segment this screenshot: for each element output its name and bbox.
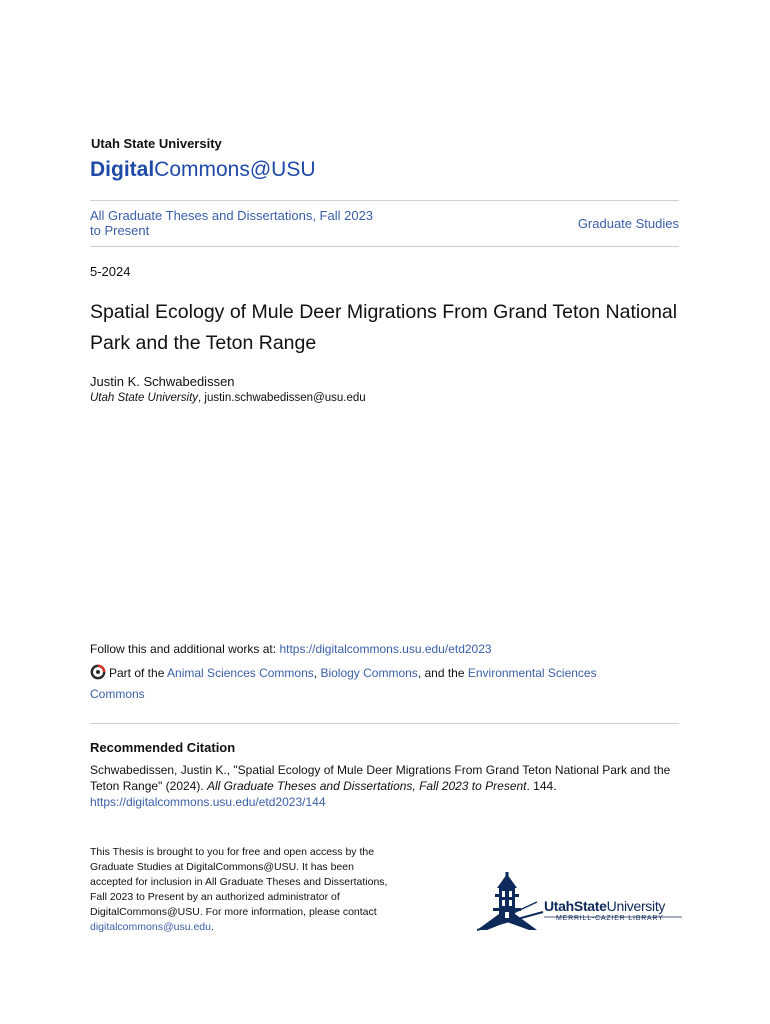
logo-wordmark-bold: UtahState — [544, 898, 607, 914]
publication-date: 5-2024 — [90, 264, 131, 279]
logo-wordmark-light: University — [606, 898, 666, 914]
logo-wordmark — [544, 898, 665, 914]
part-of-line — [90, 663, 650, 705]
access-notice — [90, 845, 390, 935]
logo-subtitle: MERRILL-CAZIER LIBRARY — [556, 915, 664, 922]
citation-heading: Recommended Citation — [90, 740, 236, 755]
citation-part-1: Schwabedissen, Justin K., "Spatial Ecology of Mule Deer Migrations From Grand Teton National Park and the Teton Range" (2024). — [90, 763, 671, 793]
separator-1: , — [313, 666, 321, 680]
follow-label: Follow this and additional works at: — [90, 642, 280, 656]
citation-text — [90, 762, 680, 810]
separator-2: , and the — [417, 666, 468, 680]
biology-link[interactable]: Biology Commons — [320, 666, 418, 680]
repository-prefix: Digital — [90, 158, 155, 181]
author-email: , justin.schwabedissen@usu.edu — [198, 392, 366, 404]
notice-text: This Thesis is brought to you for free and open access by the Graduate Studies at DigitalCommons@USU. It has been accepted for inclusion in All Graduate Theses and Dissertations, Fall 2023 to Present by an authorized administrator of DigitalCommons@USU. For more information, please contact — [90, 846, 388, 918]
graduate-studies-link[interactable]: Graduate Studies — [577, 216, 679, 231]
repository-name[interactable] — [90, 158, 316, 182]
divider-mid — [90, 246, 679, 247]
author-name: Justin K. Schwabedissen — [90, 374, 235, 389]
animal-sciences-link[interactable]: Animal Sciences Commons — [167, 666, 314, 680]
part-of-prefix: Part of the — [109, 666, 168, 680]
divider-top — [90, 200, 679, 201]
divider-bottom — [90, 723, 679, 724]
environmental-sciences-link[interactable]: Environmental Sciences Commons — [90, 666, 597, 701]
citation-series: All Graduate Theses and Dissertations, Fall 2023 to Present — [207, 779, 527, 793]
follow-line — [90, 642, 492, 656]
contact-email-link[interactable]: digitalcommons@usu.edu — [90, 921, 211, 933]
follow-link[interactable]: https://digitalcommons.usu.edu/etd2023 — [279, 642, 492, 656]
repository-suffix: Commons@USU — [154, 158, 316, 181]
citation-link[interactable]: https://digitalcommons.usu.edu/etd2023/144 — [90, 795, 326, 809]
series-link[interactable]: All Graduate Theses and Dissertations, Fall 2023 to Present — [90, 208, 374, 238]
affiliation-institution: Utah State University — [90, 392, 199, 404]
bepress-commons-icon — [90, 664, 106, 680]
institution-name: Utah State University — [91, 136, 222, 151]
document-title: Spatial Ecology of Mule Deer Migrations From Grand Teton National Park and the Teton Range — [90, 301, 678, 354]
notice-end: . — [210, 921, 214, 933]
citation-part-2: . 144. — [526, 779, 557, 793]
author-affiliation — [90, 392, 366, 404]
